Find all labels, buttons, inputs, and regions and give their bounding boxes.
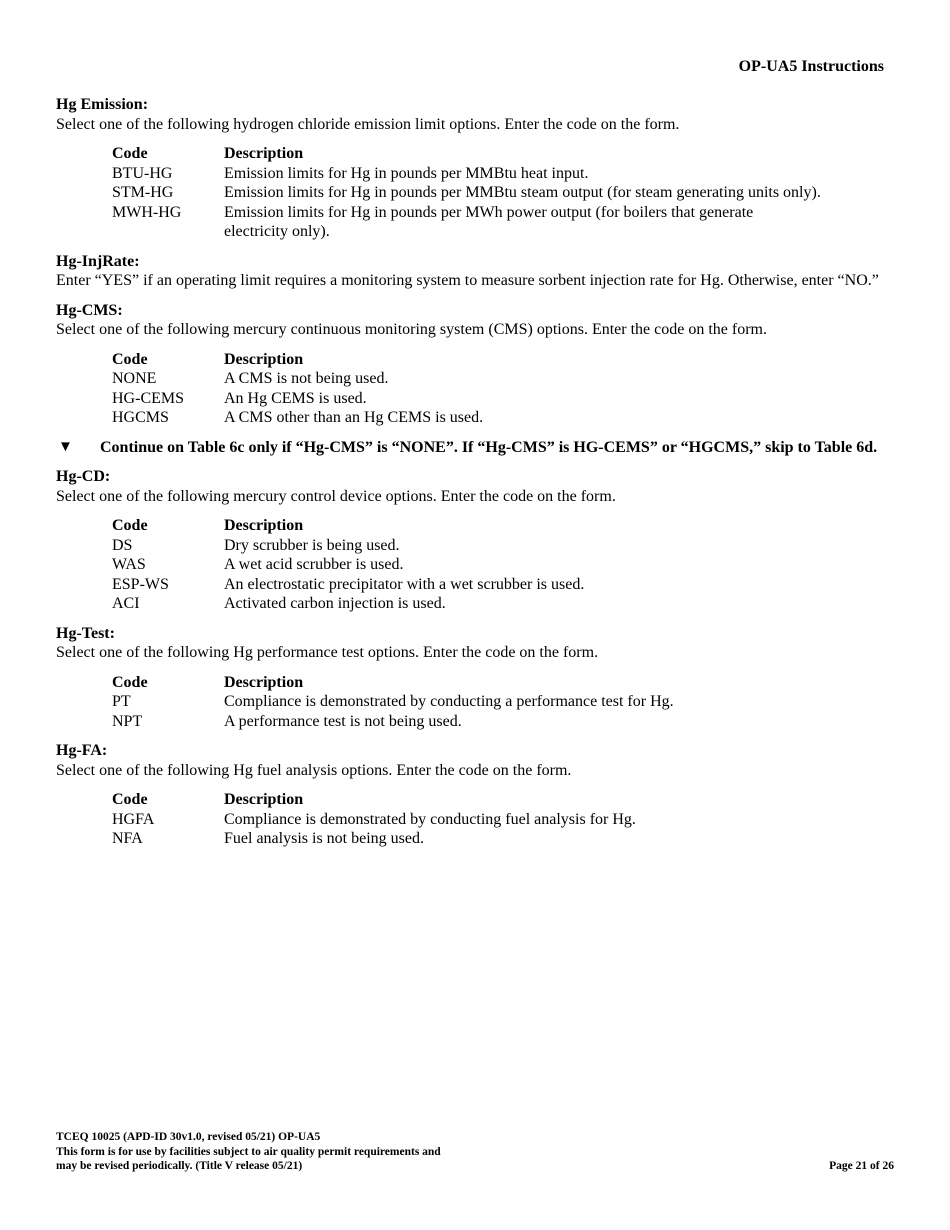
section-heading: Hg-InjRate: [56, 252, 140, 270]
section-hg-injrate [56, 252, 886, 291]
code-cell: STM-HG [112, 184, 174, 201]
table-row [112, 692, 874, 712]
description-column-header: Description [224, 673, 304, 691]
code-cell: HG-CEMS [112, 389, 185, 407]
description-cell: Emission limits for Hg in pounds per MMBtu steam output (for steam generating units only). [224, 184, 821, 201]
section-heading: Hg-FA: [56, 742, 108, 759]
description-column-header: Description [224, 350, 304, 368]
code-table [112, 673, 874, 732]
code-table [112, 516, 874, 614]
section-intro: Select one of the following Hg fuel analysis options. Enter the code on the form. [56, 761, 572, 779]
description-cell: Activated carbon injection is used. [224, 595, 446, 612]
note-text: Continue on Table 6c only if “Hg-CMS” is “NONE”. If “Hg-CMS” is HG-CEMS” or “HGCMS,” skip to Table 6d. [100, 438, 878, 456]
code-column-header: Code [112, 791, 148, 808]
code-table [112, 790, 874, 849]
code-column-header: Code [112, 673, 148, 691]
footer-form-info [56, 1130, 441, 1174]
table-header-row [112, 673, 874, 693]
section-intro: Select one of the following hydrogen chloride emission limit options. Enter the code on the form. [56, 115, 680, 133]
table-row [112, 712, 874, 732]
description-cell: Dry scrubber is being used. [224, 536, 400, 554]
code-cell: MWH-HG [112, 203, 182, 221]
description-cell: Compliance is demonstrated by conducting a performance test for Hg. [224, 693, 674, 710]
footer-line: may be revised periodically. (Title V release 05/21) [56, 1160, 303, 1172]
page-header-title: OP-UA5 Instructions [738, 58, 884, 75]
section-intro: Select one of the following Hg performance test options. Enter the code on the form. [56, 644, 599, 661]
section-heading: Hg-Test: [56, 624, 115, 642]
code-table [112, 144, 874, 242]
code-column-header: Code [112, 350, 148, 368]
footer-line: TCEQ 10025 (APD-ID 30v1.0, revised 05/21) OP-UA5 [56, 1131, 321, 1143]
table-row [112, 575, 874, 595]
description-cell: Compliance is demonstrated by conducting fuel analysis for Hg. [224, 810, 636, 828]
section-hg-test [56, 624, 886, 732]
table-row [112, 369, 874, 389]
table-header-row [112, 516, 874, 536]
description-cell: A performance test is not being used. [224, 712, 462, 730]
table-row [112, 829, 874, 849]
table-header-row [112, 350, 874, 370]
description-cell: A wet acid scrubber is used. [224, 556, 404, 573]
code-cell: WAS [112, 556, 146, 573]
table-row [112, 164, 874, 184]
section-heading: Hg Emission: [56, 96, 149, 113]
description-cell: Fuel analysis is not being used. [224, 830, 424, 847]
code-cell: PT [112, 693, 131, 710]
code-cell: NPT [112, 712, 143, 730]
footer-line: This form is for use by facilities subject to air quality permit requirements and [56, 1145, 441, 1158]
code-cell: HGCMS [112, 409, 169, 426]
description-cell: An electrostatic precipitator with a wet scrubber is used. [224, 575, 585, 593]
table-row [112, 555, 874, 575]
table-row [112, 183, 874, 203]
section-heading: Hg-CMS: [56, 301, 123, 319]
description-cell: Emission limits for Hg in pounds per MMBtu heat input. [224, 164, 589, 182]
table-row [112, 408, 874, 428]
code-column-header: Code [112, 517, 148, 534]
table-header-row [112, 790, 874, 810]
table-row [112, 594, 874, 614]
description-cell: Emission limits for Hg in pounds per MWh power output (for boilers that generate electricity only). [224, 203, 754, 240]
code-cell: NFA [112, 830, 143, 847]
description-cell: A CMS is not being used. [224, 370, 389, 387]
description-column-header: Description [224, 517, 304, 534]
code-cell: BTU-HG [112, 164, 173, 182]
code-cell: DS [112, 536, 133, 554]
table-row [112, 203, 874, 242]
section-hg-cd [56, 467, 886, 614]
code-cell: ACI [112, 595, 140, 612]
table-row [112, 536, 874, 556]
table-row [112, 810, 874, 830]
description-cell: An Hg CEMS is used. [224, 389, 367, 407]
table-row [112, 389, 874, 409]
description-cell: A CMS other than an Hg CEMS is used. [224, 409, 484, 426]
section-intro: Enter “YES” if an operating limit requires a monitoring system to measure sorbent injection rate for Hg. Otherwise, enter “NO.” [56, 272, 879, 289]
code-column-header: Code [112, 145, 148, 162]
section-heading: Hg-CD: [56, 468, 111, 485]
section-hg-cms [56, 301, 886, 428]
section-intro: Select one of the following mercury control device options. Enter the code on the form. [56, 487, 616, 505]
continue-note [56, 438, 886, 458]
code-cell: NONE [112, 370, 157, 387]
section-hg-emission [56, 95, 886, 242]
description-column-header: Description [224, 791, 304, 808]
page-number: Page 21 of 26 [829, 1160, 894, 1172]
triangle-down-icon: ▼ [58, 438, 73, 455]
code-cell: HGFA [112, 810, 155, 828]
section-hg-fa [56, 741, 886, 849]
instructions-content [56, 95, 886, 859]
table-header-row [112, 144, 874, 164]
code-cell: ESP-WS [112, 575, 169, 593]
section-intro: Select one of the following mercury continuous monitoring system (CMS) options. Enter the code on the form. [56, 321, 767, 338]
description-column-header: Description [224, 145, 304, 162]
code-table [112, 350, 874, 428]
